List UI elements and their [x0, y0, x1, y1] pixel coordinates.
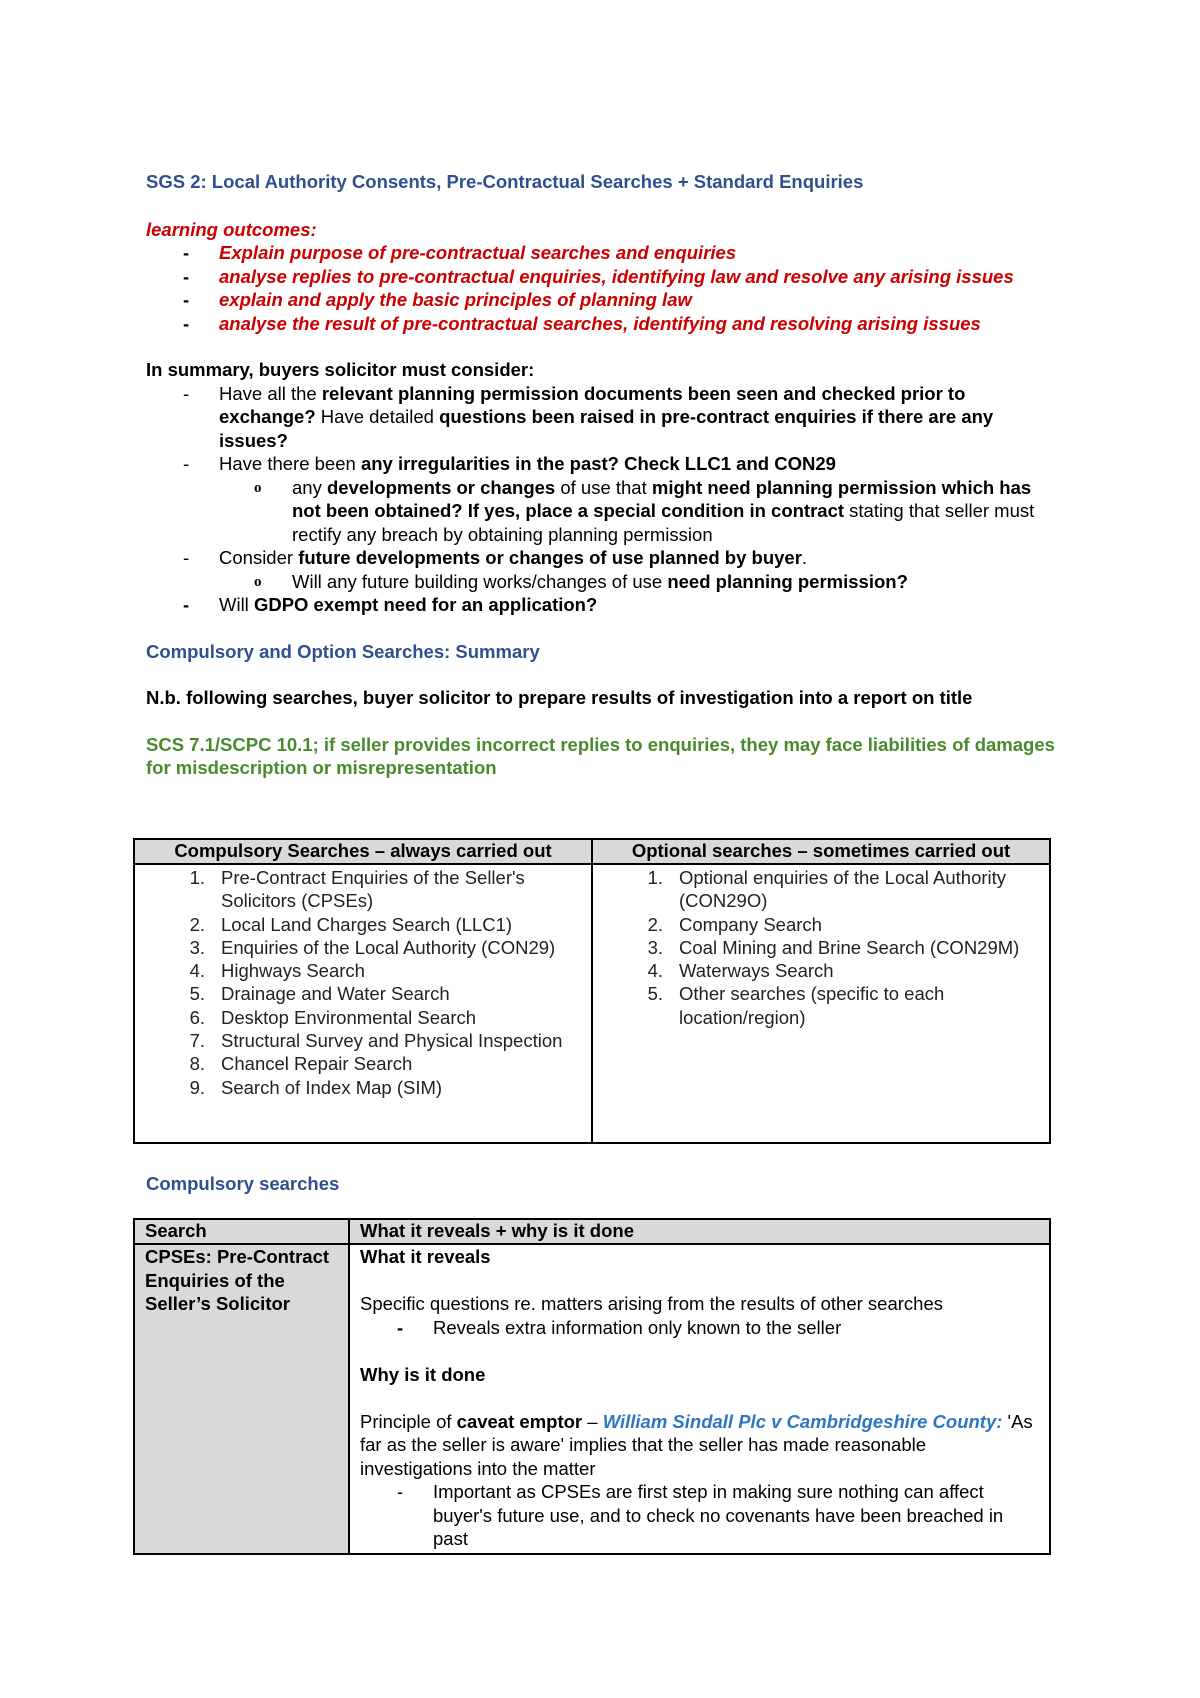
list-item: 2. Local Land Charges Search (LLC1)	[189, 913, 513, 935]
list-item: 7. Structural Survey and Physical Inspection	[189, 1030, 563, 1052]
list-item: 5. Other searches (specific to each location/region)	[647, 983, 945, 1028]
list-item: - Have there been any irregularities in the past? Check LLC1 and CON29 o any developments or changes of use that might need planning permission which has not been obtained? If yes, place a special condition in contract stating that seller must rectify any breach by obtaining planning permission	[146, 452, 1056, 546]
list-item: - Reveals extra information only known to the seller	[397, 1316, 842, 1338]
why-heading: Why is it done	[360, 1363, 486, 1385]
compulsory-searches-table	[133, 1218, 1051, 1555]
list-item: 3. Enquiries of the Local Authority (CON29)	[189, 936, 556, 958]
list-item: - Will GDPO exempt need for an application?	[183, 594, 598, 615]
nb-note: N.b. following searches, buyer solicitor to prepare results of investigation into a report on title	[146, 687, 973, 708]
document-body	[146, 170, 1056, 780]
list-item: - analyse replies to pre-contractual enquiries, identifying law and resolve any arising issues	[183, 265, 1014, 287]
list-item: 1. Optional enquiries of the Local Authority (CON29O)	[647, 867, 1007, 912]
reveals-column-header: What it reveals + why is it done	[349, 1219, 1050, 1244]
section-heading-compulsory: Compulsory searches	[146, 1173, 340, 1194]
list-item: - analyse the result of pre-contractual searches, identifying and resolving arising issues	[183, 312, 981, 334]
sub-list-item: o Will any future building works/changes of use need planning permission?	[254, 570, 908, 592]
list-item: 6. Desktop Environmental Search	[189, 1006, 477, 1028]
list-item: 4. Waterways Search	[647, 960, 834, 982]
search-name-cell: CPSEs: Pre-Contract Enquiries of the Seller’s Solicitor	[134, 1244, 349, 1554]
list-item: - Important as CPSEs are first step in making sure nothing can affect buyer's future use, and to check no covenants have been breached in past	[397, 1481, 1004, 1549]
list-item: - explain and apply the basic principles of planning law	[183, 289, 692, 310]
what-text: Specific questions re. matters arising from the results of other searches	[360, 1293, 944, 1314]
optional-cell	[592, 864, 1050, 1143]
list-item: 4. Highways Search	[189, 960, 365, 982]
list-item: - Have all the relevant planning permission documents been seen and checked prior to exchange? Have detailed questions been raised in pre-contract enquiries if there are any issues?	[183, 382, 994, 451]
scs-note: SCS 7.1/SCPC 10.1; if seller provides incorrect replies to enquiries, they may face liabilities of damages for misdescription or misrepresentation	[146, 733, 1055, 778]
list-item: 8. Chancel Repair Search	[189, 1053, 413, 1075]
summary-list	[146, 382, 1056, 617]
list-item: - Explain purpose of pre-contractual searches and enquiries	[183, 242, 737, 263]
learning-outcomes-list	[146, 241, 1056, 335]
what-heading: What it reveals	[360, 1246, 491, 1267]
list-item: 9. Search of Index Map (SIM)	[189, 1076, 443, 1098]
compulsory-list	[135, 866, 583, 1099]
searches-summary-table	[133, 838, 1051, 1144]
compulsory-cell	[134, 864, 592, 1143]
sub-list-item: o any developments or changes of use that might need planning permission which has not been obtained? If yes, place a special condition in contract stating that seller must rectify any breach by obtaining planning permission	[254, 476, 1035, 545]
summary-heading: In summary, buyers solicitor must consider:	[146, 359, 535, 380]
optional-list	[593, 866, 1041, 1029]
search-detail-cell	[349, 1244, 1050, 1554]
why-text: Principle of caveat emptor – William Sindall Plc v Cambridgeshire County: 'As far as the seller is aware' implies that the seller has made reasonable investigations into the matter	[360, 1410, 1033, 1479]
list-item: 3. Coal Mining and Brine Search (CON29M)	[647, 936, 1020, 958]
case-citation: William Sindall Plc v Cambridgeshire County:	[602, 1410, 1003, 1432]
search-column-header: Search	[134, 1219, 349, 1244]
learning-outcomes-heading: learning outcomes:	[146, 218, 317, 240]
section-heading-summary: Compulsory and Option Searches: Summary	[146, 640, 540, 662]
list-item: 1. Pre-Contract Enquiries of the Seller's Solicitors (CPSEs)	[189, 867, 525, 912]
compulsory-header: Compulsory Searches – always carried out	[134, 839, 592, 864]
list-item: 5. Drainage and Water Search	[189, 983, 450, 1005]
page-title: SGS 2: Local Authority Consents, Pre-Contractual Searches + Standard Enquiries	[146, 171, 864, 192]
list-item: - Consider future developments or changes of use planned by buyer. o Will any future building works/changes of use need planning permission?	[146, 546, 1056, 593]
optional-header: Optional searches – sometimes carried out	[592, 839, 1050, 864]
list-item: 2. Company Search	[647, 913, 822, 935]
